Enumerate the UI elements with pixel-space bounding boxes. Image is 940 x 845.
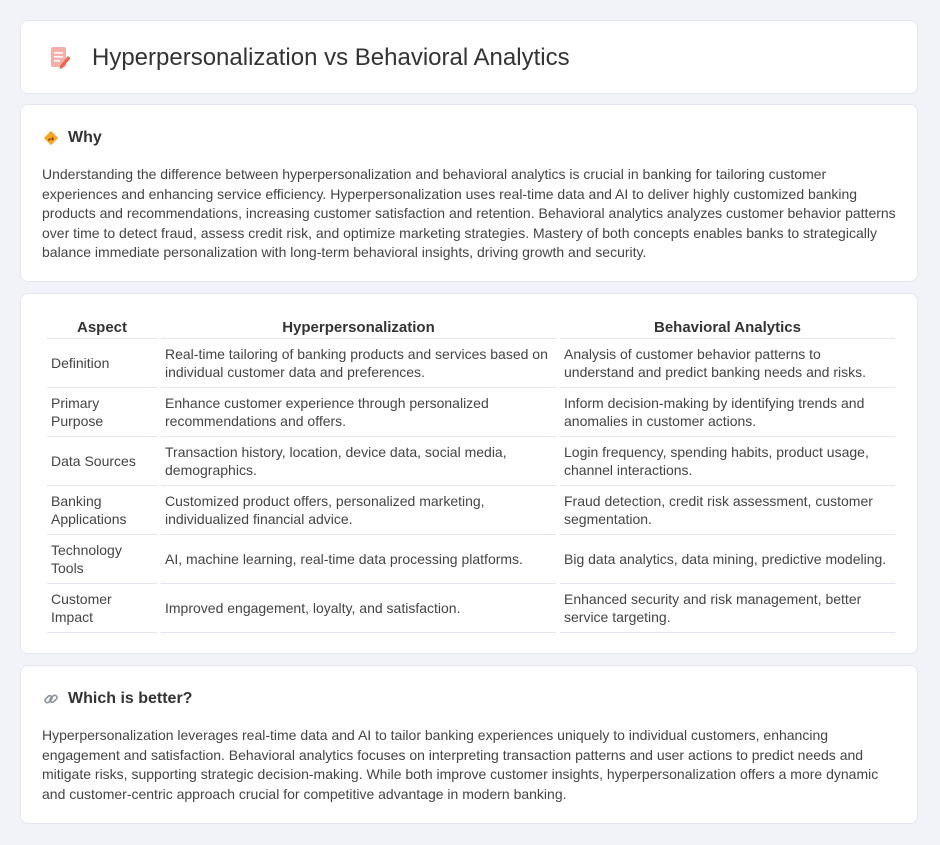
header-card [20,20,918,94]
which-is-better-section [20,665,918,824]
aspect-cell: Definition [47,339,157,388]
table-row [47,339,895,388]
why-heading: Why [68,129,102,146]
hyperpersonalization-cell: Customized product offers, personalized marketing, individualized financial advice. [161,486,556,535]
table-row [47,535,895,584]
why-section [20,104,918,282]
aspect-cell: Banking Applications [47,486,157,535]
aspect-cell: Technology Tools [47,535,157,584]
better-text: Hyperpersonalization leverages real-time data and AI to tailor banking experiences uniquely to individual customers, enhancing engagement and satisfaction. Behavioral analytics focuses on interpreting transaction patterns and user actions to predict needs and mitigate risks, supporting strategic decision-making. While both improve customer insights, hyperpersonalization offers a more dynamic and customer-centric approach crucial for competitive advantage in modern banking. [42,727,879,802]
aspect-cell: Customer Impact [47,584,157,633]
hyperpersonalization-cell: Real-time tailoring of banking products and services based on individual customer data and preferences. [161,339,556,388]
column-header-behavioral-analytics: Behavioral Analytics [560,316,895,339]
aspect-cell: Data Sources [47,437,157,486]
comparison-table [43,316,899,633]
table-row [47,486,895,535]
table-row [47,388,895,437]
behavioral-analytics-cell: Fraud detection, credit risk assessment, customer segmentation. [560,486,895,535]
document-pen-icon [47,45,73,71]
comparison-card [20,293,918,654]
column-header-aspect: Aspect [47,316,157,339]
behavioral-analytics-cell: Login frequency, spending habits, product usage, channel interactions. [560,437,895,486]
behavioral-analytics-cell: Inform decision-making by identifying trends and anomalies in customer actions. [560,388,895,437]
hyperpersonalization-cell: Transaction history, location, device data, social media, demographics. [161,437,556,486]
behavioral-analytics-cell: Big data analytics, data mining, predictive modeling. [560,535,895,584]
behavioral-analytics-cell: Enhanced security and risk management, better service targeting. [560,584,895,633]
better-heading: Which is better? [68,690,193,707]
behavioral-analytics-cell: Analysis of customer behavior patterns to understand and predict banking needs and risks. [560,339,895,388]
hyperpersonalization-cell: AI, machine learning, real-time data processing platforms. [161,535,556,584]
table-row [47,584,895,633]
why-text: Understanding the difference between hyperpersonalization and behavioral analytics is crucial in banking for tailoring customer experiences and enhancing service efficiency. Hyperpersonalization uses real-time data and AI to deliver highly customized banking products and recommendations, increasing customer satisfaction and retention. Behavioral analytics analyzes customer behavior patterns over time to detect fraud, assess credit risk, and optimize marketing strategies. Mastery of both concepts enables banks to strategically balance immediate personalization with long-term behavioral insights, driving growth and security. [42,166,896,261]
hyperpersonalization-cell: Improved engagement, loyalty, and satisfaction. [161,584,556,633]
better-heading-row [43,689,192,709]
page-title: Hyperpersonalization vs Behavioral Analytics [92,44,570,71]
link-icon [43,691,59,707]
hyperpersonalization-cell: Enhance customer experience through personalized recommendations and offers. [161,388,556,437]
column-header-hyperpersonalization: Hyperpersonalization [161,316,556,339]
table-row [47,437,895,486]
why-heading-row [43,128,102,148]
table-header-row [47,316,895,339]
aspect-cell: Primary Purpose [47,388,157,437]
diamond-arrow-icon [43,130,59,146]
